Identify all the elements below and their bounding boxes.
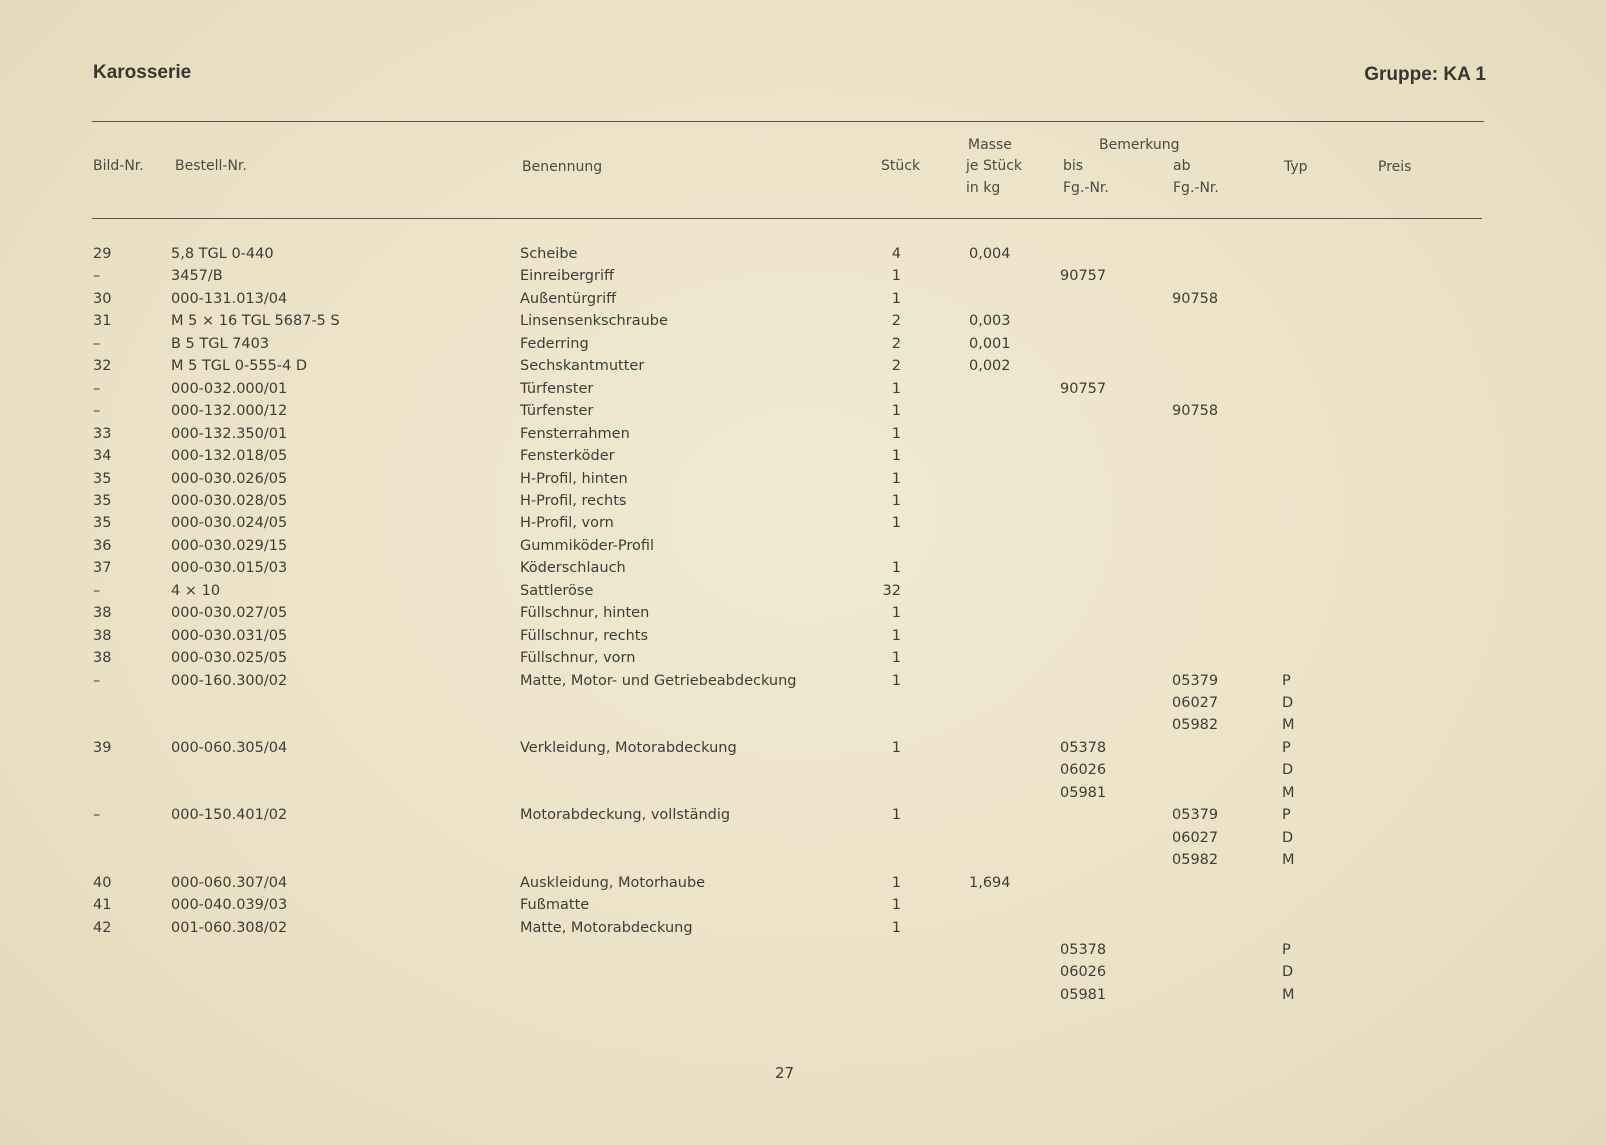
cell-benennung: Scheibe	[520, 246, 578, 262]
cell-bild-nr: 35	[93, 515, 112, 531]
cell-ab-fg-nr: 06027	[1172, 830, 1219, 846]
cell-benennung: H-Profil, hinten	[520, 471, 628, 487]
cell-ab-fg-nr: 90758	[1172, 291, 1219, 307]
cell-bestell-nr: M 5 × 16 TGL 5687-5 S	[171, 313, 340, 329]
cell-benennung: Köderschlauch	[520, 560, 626, 576]
cell-stueck: 1	[891, 381, 901, 397]
col-header-bemerkung: Bemerkung	[1099, 137, 1180, 153]
cell-stueck: 1	[891, 291, 901, 307]
cell-stueck: 1	[891, 897, 901, 913]
cell-bestell-nr: 000-030.025/05	[171, 650, 288, 666]
cell-benennung: Einreibergriff	[520, 268, 614, 284]
cell-benennung: Fensterköder	[520, 448, 615, 464]
cell-typ: D	[1282, 762, 1294, 778]
col-header-ab-fg: Fg.-Nr.	[1173, 180, 1219, 196]
cell-bis-fg-nr: 05981	[1060, 987, 1107, 1003]
cell-bestell-nr: 000-131.013/04	[171, 291, 288, 307]
col-header-typ: Typ	[1284, 159, 1308, 175]
col-header-bild-nr: Bild-Nr.	[93, 158, 144, 174]
cell-masse: 0,004	[969, 246, 1011, 262]
cell-bestell-nr: 000-030.026/05	[171, 471, 288, 487]
cell-masse: 0,001	[969, 336, 1011, 352]
cell-stueck: 1	[891, 673, 901, 689]
cell-ab-fg-nr: 90758	[1172, 403, 1219, 419]
col-header-masse-2: je Stück	[966, 158, 1023, 174]
cell-benennung: Gummiköder-Profil	[520, 538, 655, 554]
cell-bis-fg-nr: 90757	[1060, 268, 1107, 284]
cell-bestell-nr: 000-060.305/04	[171, 740, 288, 756]
col-header-stueck: Stück	[881, 158, 921, 174]
cell-stueck: 1	[891, 605, 901, 621]
col-header-masse-1: Masse	[968, 137, 1012, 153]
cell-benennung: Motorabdeckung, vollständig	[520, 807, 731, 823]
cell-benennung: Verkleidung, Motorabdeckung	[520, 740, 737, 756]
page-number: 27	[775, 1064, 795, 1082]
cell-stueck: 1	[891, 628, 901, 644]
cell-benennung: Fensterrahmen	[520, 426, 630, 442]
cell-bis-fg-nr: 06026	[1060, 762, 1107, 778]
cell-bis-fg-nr: 90757	[1060, 381, 1107, 397]
col-header-bestell-nr: Bestell-Nr.	[175, 158, 247, 174]
header-top-rule	[92, 121, 1484, 122]
cell-typ: M	[1282, 717, 1295, 733]
cell-ab-fg-nr: 05379	[1172, 673, 1219, 689]
cell-bis-fg-nr: 05981	[1060, 785, 1107, 801]
cell-benennung: Außentürgriff	[520, 291, 617, 307]
cell-bild-nr: 33	[93, 426, 112, 442]
cell-benennung: Füllschnur, vorn	[520, 650, 636, 666]
cell-benennung: Türfenster	[520, 403, 594, 419]
cell-bestell-nr: 000-030.029/15	[171, 538, 288, 554]
cell-bild-nr: –	[93, 403, 101, 419]
cell-bild-nr: 30	[93, 291, 112, 307]
cell-bestell-nr: 000-150.401/02	[171, 807, 288, 823]
cell-typ: M	[1282, 987, 1295, 1003]
cell-bild-nr: 38	[93, 628, 112, 644]
cell-bild-nr: –	[93, 673, 101, 689]
cell-bild-nr: –	[93, 381, 101, 397]
cell-bild-nr: 38	[93, 650, 112, 666]
cell-bestell-nr: 000-030.015/03	[171, 560, 288, 576]
cell-bild-nr: 32	[93, 358, 112, 374]
cell-benennung: Sechskantmutter	[520, 358, 645, 374]
cell-bestell-nr: 5,8 TGL 0-440	[171, 246, 274, 262]
col-header-bis-fg: Fg.-Nr.	[1063, 180, 1109, 196]
cell-benennung: H-Profil, vorn	[520, 515, 614, 531]
cell-bestell-nr: 000-030.027/05	[171, 605, 288, 621]
cell-bis-fg-nr: 05378	[1060, 740, 1107, 756]
cell-stueck: 1	[891, 920, 901, 936]
cell-typ: P	[1282, 942, 1291, 958]
cell-stueck: 1	[891, 875, 901, 891]
cell-ab-fg-nr: 05982	[1172, 717, 1219, 733]
cell-bild-nr: –	[93, 336, 101, 352]
cell-typ: P	[1282, 740, 1291, 756]
cell-ab-fg-nr: 05379	[1172, 807, 1219, 823]
cell-bild-nr: 39	[93, 740, 112, 756]
col-header-bis: bis	[1063, 158, 1084, 174]
cell-stueck: 1	[891, 268, 901, 284]
cell-benennung: Linsensenkschraube	[520, 313, 668, 329]
cell-bild-nr: –	[93, 807, 101, 823]
cell-benennung: Federring	[520, 336, 589, 352]
cell-bild-nr: 29	[93, 246, 112, 262]
cell-bild-nr: 35	[93, 471, 112, 487]
cell-stueck: 1	[891, 650, 901, 666]
cell-bestell-nr: 000-132.350/01	[171, 426, 288, 442]
col-header-ab: ab	[1173, 158, 1191, 174]
cell-bestell-nr: 001-060.308/02	[171, 920, 288, 936]
cell-bestell-nr: 000-032.000/01	[171, 381, 288, 397]
cell-bestell-nr: 3457/B	[171, 268, 223, 284]
cell-bestell-nr: 000-030.028/05	[171, 493, 288, 509]
header-bottom-rule	[92, 218, 1482, 219]
cell-typ: M	[1282, 785, 1295, 801]
cell-bild-nr: 42	[93, 920, 112, 936]
cell-benennung: H-Profil, rechts	[520, 493, 627, 509]
cell-stueck: 1	[891, 740, 901, 756]
cell-bestell-nr: 000-132.000/12	[171, 403, 288, 419]
cell-bild-nr: 35	[93, 493, 112, 509]
cell-typ: D	[1282, 964, 1294, 980]
cell-typ: D	[1282, 830, 1294, 846]
cell-benennung: Füllschnur, hinten	[520, 605, 650, 621]
cell-benennung: Füllschnur, rechts	[520, 628, 649, 644]
cell-bestell-nr: 000-132.018/05	[171, 448, 288, 464]
cell-bild-nr: 41	[93, 897, 112, 913]
cell-stueck: 1	[891, 515, 901, 531]
cell-stueck: 32	[882, 583, 901, 599]
col-header-preis: Preis	[1378, 159, 1412, 175]
col-header-benennung: Benennung	[522, 159, 603, 175]
cell-bestell-nr: B 5 TGL 7403	[171, 336, 270, 352]
cell-bestell-nr: 000-160.300/02	[171, 673, 288, 689]
cell-bild-nr: 38	[93, 605, 112, 621]
cell-bestell-nr: 4 × 10	[171, 583, 221, 599]
cell-bild-nr: 31	[93, 313, 112, 329]
cell-typ: D	[1282, 695, 1294, 711]
cell-bestell-nr: 000-030.024/05	[171, 515, 288, 531]
cell-bestell-nr: 000-060.307/04	[171, 875, 288, 891]
cell-ab-fg-nr: 05982	[1172, 852, 1219, 868]
section-title: Karosserie	[93, 62, 192, 83]
cell-masse: 0,003	[969, 313, 1011, 329]
cell-benennung: Auskleidung, Motorhaube	[520, 875, 706, 891]
cell-benennung: Fußmatte	[520, 897, 590, 913]
cell-typ: P	[1282, 673, 1291, 689]
cell-benennung: Matte, Motorabdeckung	[520, 920, 693, 936]
col-header-masse-3: in kg	[966, 180, 1001, 196]
cell-bild-nr: 37	[93, 560, 112, 576]
cell-bild-nr: 34	[93, 448, 112, 464]
cell-stueck: 2	[891, 313, 901, 329]
cell-stueck: 4	[891, 246, 901, 262]
cell-stueck: 1	[891, 493, 901, 509]
cell-bestell-nr: M 5 TGL 0-555-4 D	[171, 358, 308, 374]
cell-benennung: Matte, Motor- und Getriebeabdeckung	[520, 673, 797, 689]
group-title: Gruppe: KA 1	[1364, 64, 1486, 85]
cell-bis-fg-nr: 05378	[1060, 942, 1107, 958]
cell-stueck: 1	[891, 560, 901, 576]
cell-bild-nr: –	[93, 583, 101, 599]
cell-stueck: 1	[891, 807, 901, 823]
cell-bild-nr: 36	[93, 538, 112, 554]
cell-stueck: 1	[891, 448, 901, 464]
cell-masse: 1,694	[969, 875, 1011, 891]
cell-bild-nr: –	[93, 268, 101, 284]
cell-stueck: 2	[891, 336, 901, 352]
cell-stueck: 2	[891, 358, 901, 374]
cell-stueck: 1	[891, 426, 901, 442]
cell-typ: P	[1282, 807, 1291, 823]
cell-bis-fg-nr: 06026	[1060, 964, 1107, 980]
cell-benennung: Türfenster	[520, 381, 594, 397]
cell-benennung: Sattleröse	[520, 583, 594, 599]
cell-ab-fg-nr: 06027	[1172, 695, 1219, 711]
cell-bestell-nr: 000-040.039/03	[171, 897, 288, 913]
cell-bestell-nr: 000-030.031/05	[171, 628, 288, 644]
cell-stueck: 1	[891, 403, 901, 419]
cell-stueck: 1	[891, 471, 901, 487]
cell-masse: 0,002	[969, 358, 1011, 374]
cell-typ: M	[1282, 852, 1295, 868]
cell-bild-nr: 40	[93, 875, 112, 891]
